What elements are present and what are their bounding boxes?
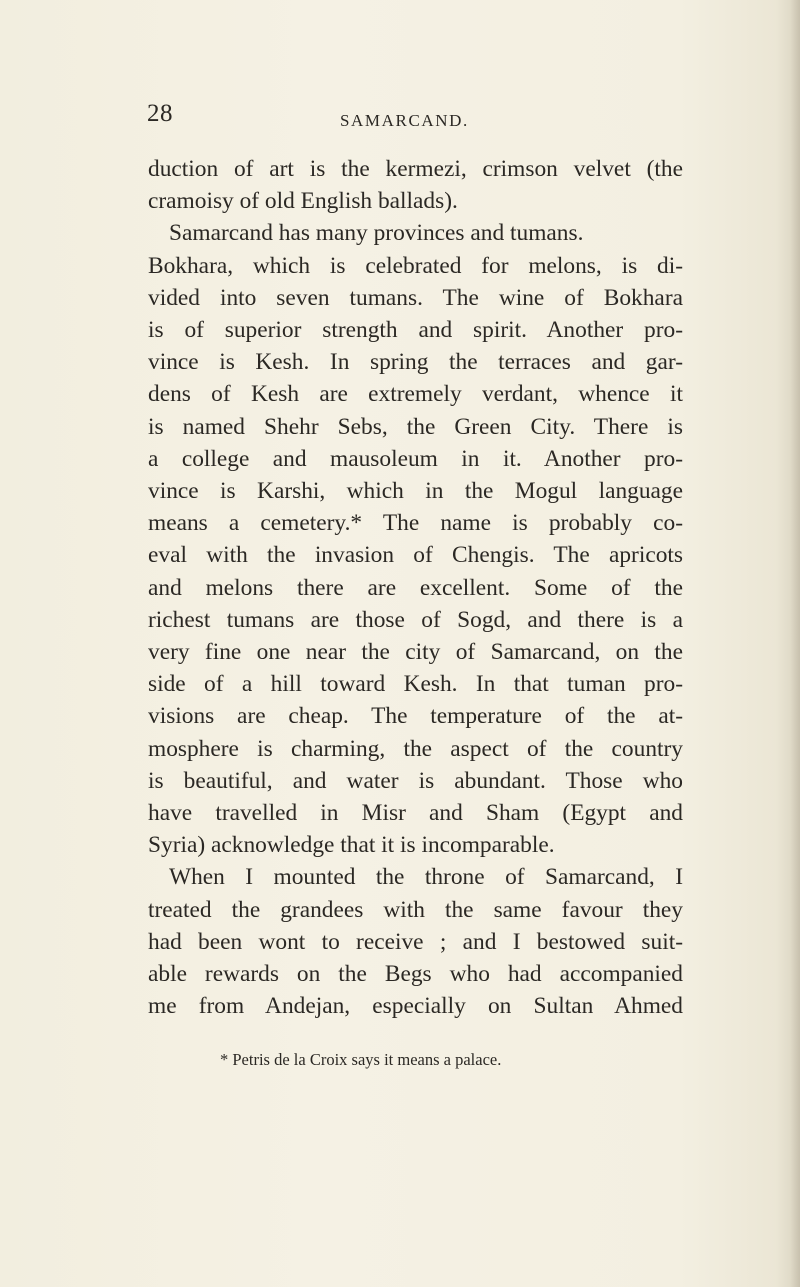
text-line: dens of Kesh are extremely verdant, whence it	[148, 381, 683, 408]
text-line: visions are cheap. The temperature of the at-	[148, 703, 683, 730]
text-line: a college and mausoleum in it. Another pro-	[148, 445, 683, 472]
text-line: have travelled in Misr and Sham (Egypt and	[148, 800, 683, 827]
body-text	[148, 153, 683, 1022]
text-line: duction of art is the kermezi, crimson velvet (the	[148, 156, 683, 182]
page-number: 28	[147, 100, 173, 127]
footnote: * Petris de la Croix says it means a palace.	[220, 1050, 502, 1069]
text-line: vince is Kesh. In spring the terraces and gar-	[148, 349, 683, 376]
text-line: is beautiful, and water is abundant. Those who	[148, 767, 683, 794]
text-line: had been wont to receive ; and I bestowed suit-	[148, 928, 683, 955]
text-line: vided into seven tumans. The wine of Bokhara	[148, 284, 683, 311]
text-line: cramoisy of old English ballads).	[148, 188, 458, 215]
text-line: and melons there are excellent. Some of the	[148, 574, 683, 601]
text-line: Samarcand has many provinces and tumans.	[169, 220, 584, 247]
page-edge-shadow	[790, 0, 800, 1287]
text-line: Syria) acknowledge that it is incomparable.	[148, 832, 555, 859]
text-line: treated the grandees with the same favour they	[148, 896, 683, 923]
text-line: richest tumans are those of Sogd, and there is a	[148, 606, 683, 633]
text-line: able rewards on the Begs who had accompanied	[148, 961, 683, 988]
running-title: SAMARCAND.	[340, 111, 469, 130]
text-line: mosphere is charming, the aspect of the country	[148, 735, 683, 762]
text-line: Bokhara, which is celebrated for melons, is di-	[148, 252, 683, 279]
text-line: is of superior strength and spirit. Another pro-	[148, 317, 683, 344]
text-line: is named Shehr Sebs, the Green City. There is	[148, 413, 683, 440]
text-line: When I mounted the throne of Samarcand, I	[169, 864, 683, 891]
text-line: me from Andejan, especially on Sultan Ahmed	[148, 993, 683, 1020]
text-line: very fine one near the city of Samarcand, on the	[148, 639, 683, 666]
text-line: means a cemetery.* The name is probably co-	[148, 510, 683, 537]
text-line: vince is Karshi, which in the Mogul language	[148, 478, 683, 505]
text-line: side of a hill toward Kesh. In that tuman pro-	[148, 671, 683, 698]
text-line: eval with the invasion of Chengis. The apricots	[148, 542, 683, 569]
